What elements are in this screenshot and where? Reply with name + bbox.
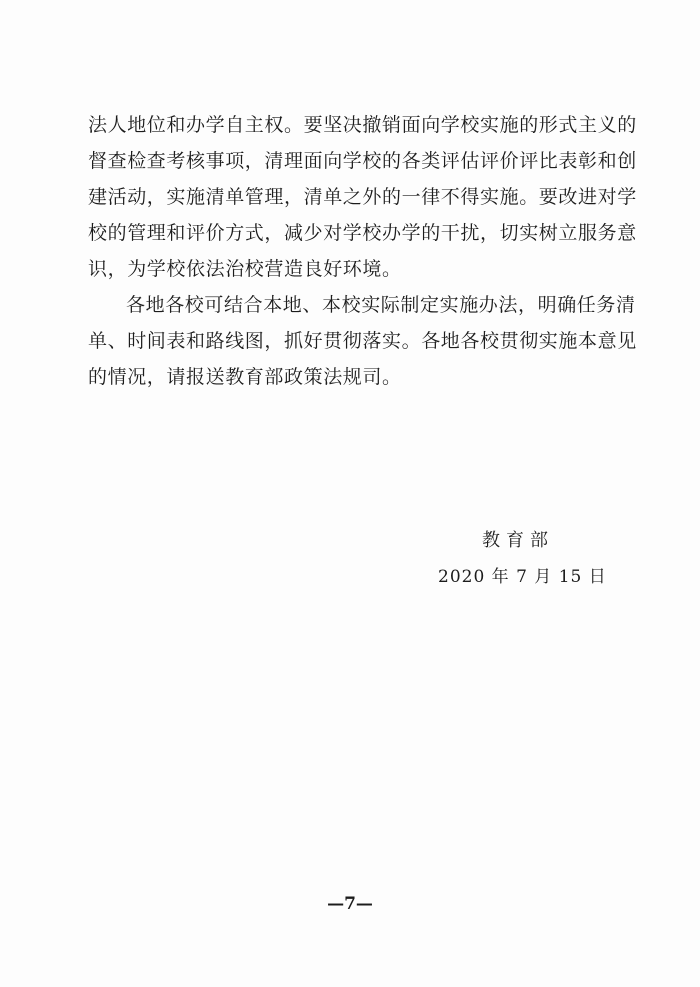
paragraph-2-line-1: 各地各校可结合本地、本校实际制定实施办法，明确任务清 — [126, 294, 636, 316]
signature-block — [430, 530, 620, 588]
paragraph-1-line-5: 识，为学校依法治校营造良好环境。 — [88, 258, 402, 280]
issue-date: 2020 年 7 月 15 日 — [438, 567, 607, 587]
paragraph-1-line-4: 校的管理和评价方式，减少对学校办学的干扰，切实树立服务意 — [88, 222, 637, 244]
issuing-organization: 教育部 — [482, 530, 554, 551]
paragraph-1-line-3: 建活动，实施清单管理，清单之外的一律不得实施。要改进对学 — [88, 186, 637, 208]
paragraph-2-line-2: 单、时间表和路线图，抓好贯彻落实。各地各校贯彻实施本意见 — [88, 330, 637, 352]
page-number: —7— — [327, 894, 373, 914]
paragraph-1-line-2: 督查检查考核事项，清理面向学校的各类评估评价评比表彰和创 — [88, 150, 637, 172]
paragraph-2-line-3: 的情况，请报送教育部政策法规司。 — [88, 366, 402, 388]
document-body — [88, 114, 637, 402]
paragraph-1-line-1: 法人地位和办学自主权。要坚决撤销面向学校实施的形式主义的 — [88, 114, 637, 136]
